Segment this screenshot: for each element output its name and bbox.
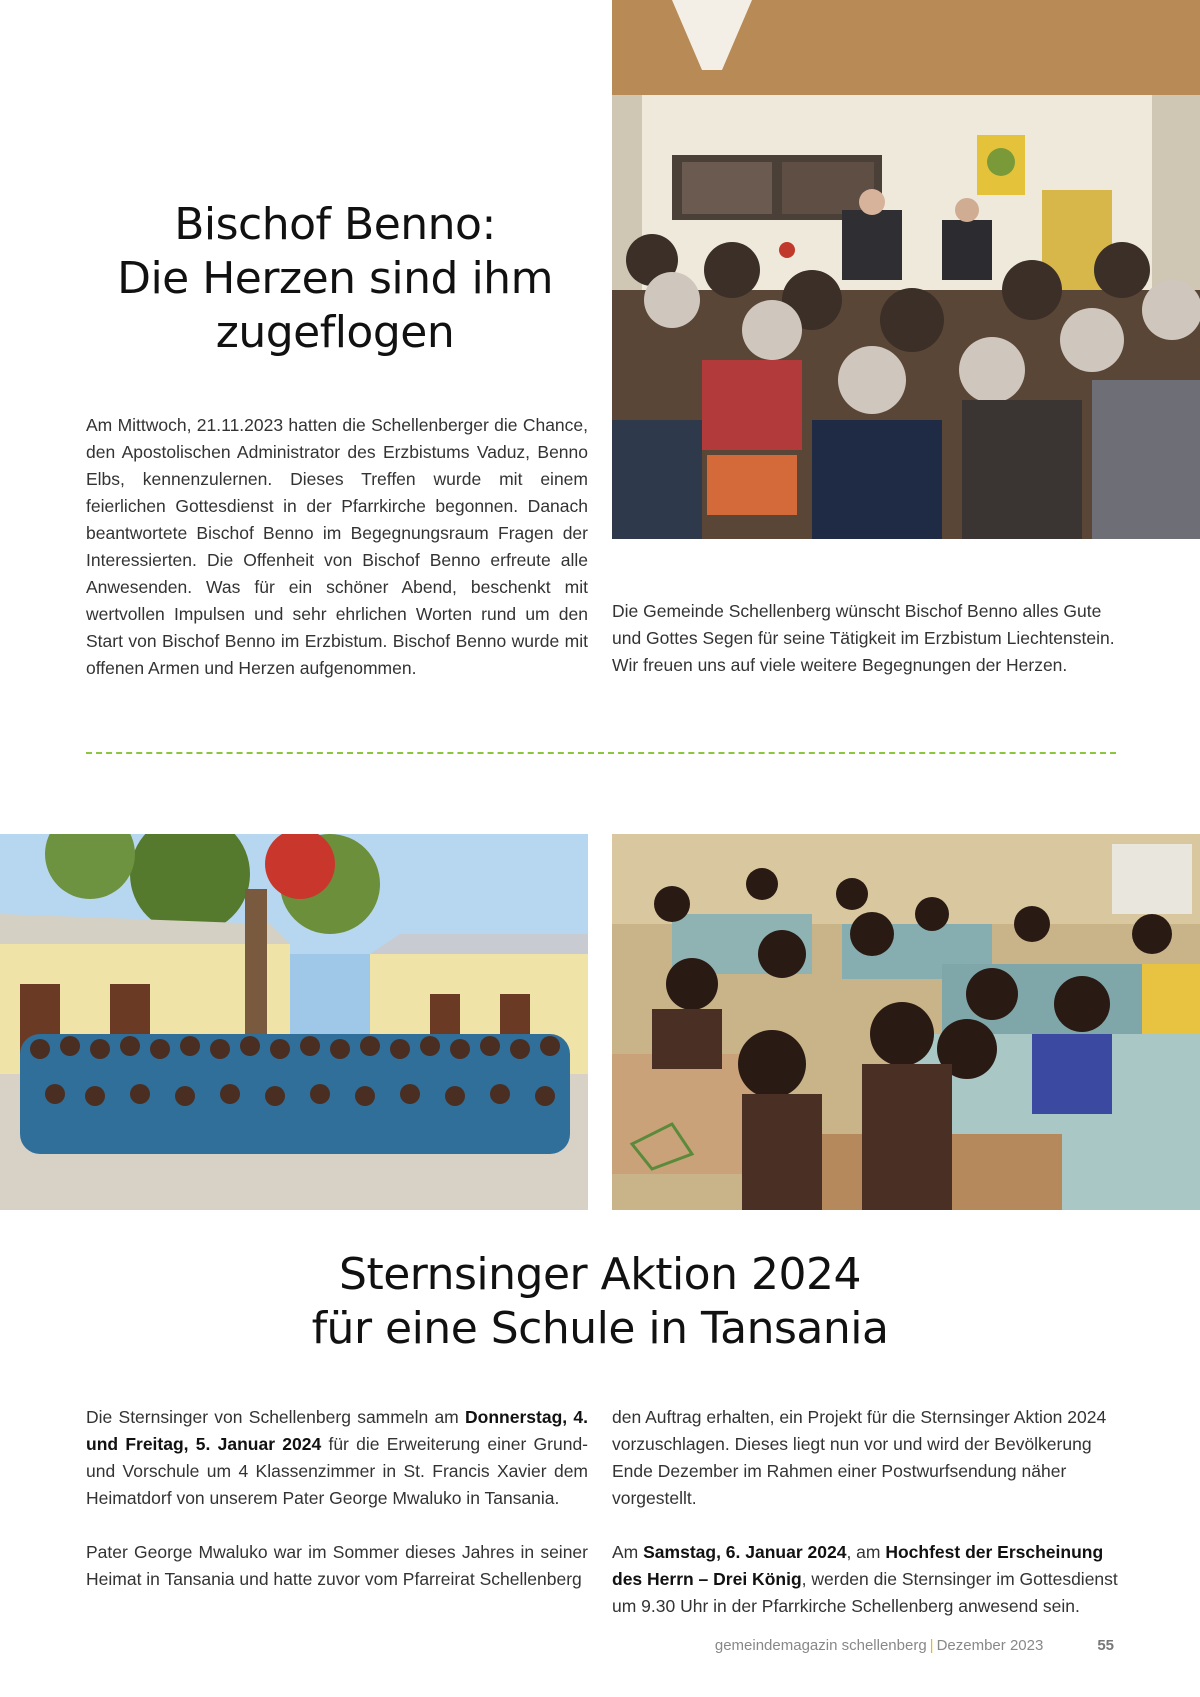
- date-emphasis: Donnerstag, 4. und Freitag, 5. Januar 2024: [86, 1407, 588, 1454]
- title-line: Bischof Benno:: [174, 199, 496, 250]
- article1-left-paragraph: Am Mittwoch, 21.11.2023 hatten die Schellenberger die Chance, den Apostolischen Administrator des Erzbistums Vaduz, Benno Elbs, kennenzulernen. Dieses Treffen wurde mit einem feierlichen Gottesdienst in der Pfarrkirche begonnen. Danach beantwortete Bischof Benno im Begegnungsraum Fragen der Interessierten. Die Offenheit von Bischof Benno erfreute alle Anwesenden. Was für ein schöner Abend, beschenkt mit wertvollen Impulsen und sehr ehrlichen Worten rund um den Start von Bischof Benno im Erzbistum. Bischof Benno wurde mit offenen Armen und Herzen aufgenommen.: [86, 415, 588, 678]
- article-title-bischof-benno: [80, 198, 590, 360]
- text-run: Die Sternsinger von Schellenberg sammeln am: [86, 1407, 466, 1427]
- article2-paragraph-2: Pater George Mwaluko war im Sommer dieses Jahres in seiner Heimat in Tansania und hatte zuvor vom Pfarreirat Schellenberg: [86, 1542, 588, 1589]
- date-emphasis: Samstag, 6. Januar 2024: [643, 1542, 847, 1562]
- classroom-children-photo: [612, 834, 1200, 1210]
- issue-date: Dezember 2023: [936, 1637, 1044, 1654]
- article2-paragraph-4: [612, 1539, 1118, 1620]
- section-divider: [86, 752, 1116, 754]
- footer-separator: |: [929, 1637, 934, 1654]
- text-run: , am: [846, 1542, 886, 1562]
- title-line: Sternsinger Aktion 2024: [339, 1249, 861, 1300]
- text-run: für die Erweiterung einer Grund- und Vorschule um 4 Klassenzimmer in St. Francis Xavier dem Heimatdorf von unserem Pater George Mwaluko in Tansania.: [86, 1434, 588, 1508]
- page-number: 55: [1097, 1637, 1114, 1654]
- text-run: , werden die Sternsinger im Gottesdienst um 9.30 Uhr in der Pfarrkirche Schellenberg anwesend sein.: [612, 1569, 1118, 1616]
- schoolyard-group-photo: [0, 834, 588, 1210]
- magazine-name: gemeindemagazin schellenberg: [714, 1637, 927, 1654]
- article-title-sternsinger: [240, 1248, 960, 1356]
- title-line: für eine Schule in Tansania: [311, 1303, 889, 1354]
- page-footer: [715, 1637, 1114, 1654]
- title-line: Die Herzen sind ihm: [117, 253, 553, 304]
- feast-emphasis: Hochfest der Erscheinung des Herrn – Drei König: [612, 1542, 1104, 1589]
- bishop-meeting-photo: [612, 0, 1200, 539]
- article2-paragraph-3: den Auftrag erhalten, ein Projekt für die Sternsinger Aktion 2024 vorzuschlagen. Dieses liegt nun vor und wird der Bevölkerung Ende Dezember im Rahmen einer Postwurfsendung näher vorgestellt.: [612, 1407, 1107, 1508]
- article1-right-paragraph: Die Gemeinde Schellenberg wünscht Bischof Benno alles Gute und Gottes Segen für seine Tätigkeit im Erzbistum Liechtenstein. Wir freuen uns auf viele weitere Begegnungen der Herzen.: [612, 601, 1115, 675]
- article2-right-column: [612, 1404, 1118, 1620]
- article2-paragraph-1: [86, 1404, 588, 1512]
- article2-left-column: [86, 1404, 588, 1593]
- title-line: zugeflogen: [215, 307, 455, 358]
- text-run: Am: [612, 1542, 644, 1562]
